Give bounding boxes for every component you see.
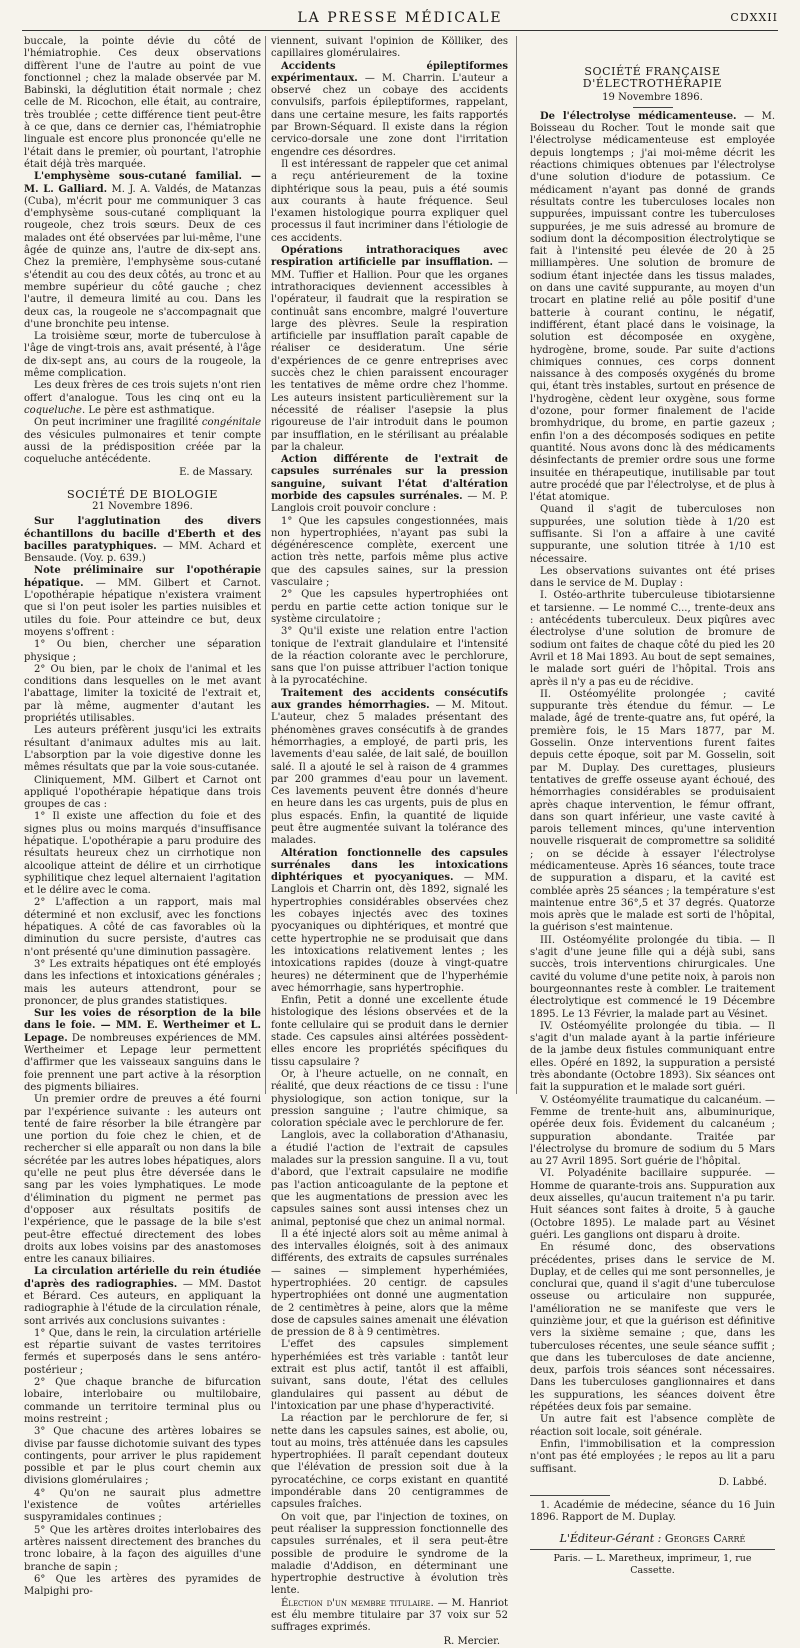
paragraph: 5° Que les artères droites interlobaires des artères naissent directement des branches du tronc lobaire, à la façon des aiguilles d'une branche de sapin ;	[24, 1524, 261, 1573]
article-heading: Sur l'agglutination des divers échantillons du bacille d'Eberth et des bacilles paratyphiques.	[24, 516, 261, 552]
paragraph: Il a été injecté alors soit au même animal à des intervalles éloignés, soit à des animaux différents, des extraits de capsules surrénales — saines — simplement hyperhémiées, hypertrophiées. 20 centigr. de capsules hypertrophiées ont donné une augmentation de 2 centimètres à peine, alors que la même dose de capsules saines amenait une élévation de pression de 8 à 9 centimètres.	[271, 1228, 508, 1339]
paragraph: La troisième sœur, morte de tuberculose à l'âge de vingt-trois ans, avait présenté, à l'âge de dix-sept ans, au cours de la rougeole, la même complication.	[24, 331, 261, 380]
section-date: 19 Novembre 1896.	[602, 91, 703, 103]
paragraph: Sur l'agglutination des divers échantillons du bacille d'Eberth et des bacilles paratyphiques. — MM. Achard et Bensaude. (Voy. p. 639.)	[24, 516, 261, 565]
article-heading: Accidents épileptiformes expérimentaux.	[271, 60, 508, 84]
article-heading: De l'électrolyse médicamenteuse.	[540, 110, 737, 122]
paragraph: 4° Qu'on ne saurait plus admettre l'existence de voûtes artérielles suspyramidales continues ;	[24, 1487, 261, 1524]
paragraph: L'emphysème sous-cutané familial. — M. L. Galliard. M. J. A. Valdés, de Matanzas (Cuba), m'écrit pour me communiquer 3 cas d'emphysème sous-cutané compliquant la rougeole, chez trois sœurs. Deux de ces malades ont été observées par lui-même, l'une âgée de quinze ans, l'autre de dix-sept ans. Chez la première, l'emphysème sous-cutané s'étendit au cou des deux côtés, au tronc et au membre supérieur du côté gauche ; chez l'autre, il demeura limité au cou. Dans les deux cas, la rougeole ne s'accompagnait que d'une bronchite peu intense.	[24, 171, 261, 330]
paragraph: 2° Que chaque branche de bifurcation lobaire, interlobaire ou multilobaire, commande un territoire terminal plus ou moins restreint ;	[24, 1377, 261, 1425]
section-date: 21 Novembre 1896.	[92, 500, 193, 512]
column-2	[271, 36, 509, 1647]
page-number: CDXXII	[730, 11, 778, 24]
paragraph: II. Ostéomyélite prolongée ; cavité suppurante très étendue du fémur. — Le malade, âgé de trente-quatre ans, fut opéré, la première fois, le 15 Mars 1877, par M. Gosselin. Onze interventions furent faites depuis cette époque, soit par M. Gosselin, soit par M. Duplay. Des curettages, plusieurs tentatives de greffe osseuse ayant échoué, des hémorrhagies considérables se produisaient après chaque intervention, le fémur offrant, dans son quart inférieur, une vaste cavité à parois tellement minces, qu'une intervention nouvelle risquerait de compromettre sa solidité ; on se décide à essayer l'électrolyse médicamenteuse. Après 16 séances, toute trace de suppuration a disparu, et la cavité est comblée après 25 séances ; la température s'est maintenue entre 36°,5 et 37 degrés. Quatorze mois après que le malade est sorti de l'hôpital, la guérison s'est maintenue.	[530, 688, 775, 934]
paragraph: On voit que, par l'injection de toxines, on peut réaliser la suppression fonctionnelle des capsules surrénales, et il sera peut-être possible de produire le syndrome de la maladie d'Addison, en déterminant une hypertrophie destructive à évolution très lente.	[271, 1511, 508, 1597]
paragraph: Les observations suivantes ont été prises dans le service de M. Duplay :	[530, 565, 775, 590]
column-divider	[516, 36, 517, 1094]
paragraph: Langlois, avec la collaboration d'Athanasiu, a étudié l'action de l'extrait de capsules malades sur la pression sanguine. Il a vu, tout d'abord, que l'extrait capsulaire ne modifie pas l'action anticoagulante de la peptone et que les augmentations de pression avec les capsules saines sont aussi intenses chez un animal, peptonisé que chez un animal normal.	[271, 1130, 508, 1228]
article-heading: Altération fonctionnelle des capsules surrénales dans les intoxications diphtériques et pyocyaniques.	[271, 847, 508, 884]
paragraph: 2° Ou bien, par le choix de l'animal et les conditions dans lesquelles on le met avant l'abattage, limiter la toxicité de l'extrait et, par là même, augmenter d'autant les propriétés utilisables.	[24, 663, 261, 725]
imprint-rule	[530, 1549, 775, 1550]
article-heading: Élection d'un membre titulaire.	[281, 1597, 434, 1609]
author-signature: E. de Massary.	[179, 467, 253, 479]
author-signature: R. Mercier.	[443, 1635, 500, 1647]
header-rule	[22, 30, 778, 31]
paragraph: Or, à l'heure actuelle, on ne connaît, en réalité, que deux réactions de ce tissu : l'une physiologique, son action tonique, sur la pression sanguine ; l'autre chimique, sa coloration spéciale avec le perchlorure de fer.	[271, 1068, 508, 1130]
paragraph: La circulation artérielle du rein étudiée d'après des radiographies. — MM. Dastot et Bérard. Ces auteurs, en appliquant la radiographie à l'étude de la circulation rénale, sont arrivés aux conclusions suivantes :	[24, 1266, 262, 1327]
article-heading: Opérations intrathoraciques avec respiration artificielle par insufflation.	[271, 245, 508, 269]
paragraph: On peut incriminer une fragilité congénitale des vésicules pulmonaires et tenir compte aussi de la prédisposition créée par la coqueluche antécédente.	[24, 417, 261, 466]
paragraph: I. Ostéo-arthrite tuberculeuse tibiotarsienne et tarsienne. — Le nommé C..., trente-deux ans : antécédents tuberculeux. Deux piqûres avec électrolyse d'une solution de bromure de sodium ont faites de chaque côté du pied les 20 Avril et 18 Mai 1893. Au bout de sept semaines, le malade sort guéri de l'hôpital. Trois ans après il n'y a pas eu de récidive.	[530, 590, 775, 688]
section-title: SOCIÉTÉ FRANÇAISE D'ÉLECTROTHÉRAPIE	[582, 65, 723, 91]
article-heading: Action différente de l'extrait de capsules surrénales sur la pression sanguine, suivant l'état d'altération morbide des capsules surrénales.	[271, 454, 508, 502]
paragraph: 1° Que les capsules congestionnées, mais non hypertrophiées, n'ayant pas subi la dégénérescence complète, exercent une action très nette, parfois même plus active que des capsules saines, sur la pression vasculaire ;	[271, 515, 508, 589]
paragraph: 6° Que les artères des pyramides de Malpighi pro-	[24, 1573, 261, 1598]
paragraph: IV. Ostéomyélite prolongée du tibia. — Il s'agit d'un malade ayant à la partie inférieure de la jambe deux fistules communiquant entre elles. Opéré en 1892, la suppuration a persisté très abondante (Octobre 1893). Six séances ont fait la suppuration et le malade sort guéri.	[530, 1020, 775, 1094]
footnote-rule	[530, 1495, 610, 1496]
footnote: 1. Académie de médecine, séance du 16 Juin 1896. Rapport de M. Duplay.	[530, 1500, 775, 1524]
editor-line	[530, 1533, 775, 1545]
paragraph: 3° Que chacune des artères lobaires se divise par fausse dichotomie suivant des types contingents, pour arriver le plus rapidement possible et par le plus court chemin aux divisions glomérulaires ;	[24, 1426, 261, 1487]
paragraph: Note préliminaire sur l'opothérapie hépatique. — MM. Gilbert et Carnot. L'opothérapie hépatique n'existera vraiment que si l'on peut isoler les parties nuisibles et utiles du foie. Pour atteindre ce but, deux moyens s'offrent :	[24, 565, 261, 638]
author-signature: D. Labbé.	[718, 1476, 767, 1488]
paragraph: Un autre fait est l'absence complète de réaction soit locale, soit générale.	[530, 1414, 775, 1438]
article-heading: Sur les voies de résorption de la bile dans le foie. — MM. E. Wertheimer et L. Lepage.	[24, 1008, 261, 1044]
paragraph: Un premier ordre de preuves a été fourni par l'expérience suivante : les auteurs ont tenté de faire résorber la bile étrangère par une portion du foie chez le chien, et de rechercher si elle apparaît ou non dans la bile sécrétée par les autres lobes hépatiques, alors qu'elle ne peut plus être déversée dans le sang par les voies lymphatiques. Le mode d'élimination du pigment ne permet pas d'opposer aux résultats positifs de l'expérience, que le passage de la bile s'est peut-être effectué directement des lobes droits aux lobes voisins par des anastomoses entre les canaux biliaires.	[24, 1094, 261, 1266]
paragraph: 3° Qu'il existe une relation entre l'action tonique de l'extrait glandulaire et l'intensité de la réaction colorante avec le perchlorure, sans que l'on puisse attribuer l'action tonique à la pyrocatéchine.	[271, 626, 508, 687]
paragraph: 1° Que, dans le rein, la circulation artérielle est répartie suivant de vastes territoires fermés et superposés dans le sens antéro-postérieur ;	[24, 1327, 261, 1376]
paragraph: Les auteurs préfèrent jusqu'ici les extraits résultant d'animaux adultes mis au lait. L'absorption par la voie digestive donne les mêmes résultats que par la voie sous-cutanée.	[24, 725, 261, 774]
paragraph: Il est intéressant de rappeler que cet animal a reçu antérieurement de la toxine diphtérique sous la peau, puis a été soumis aux courants à haute fréquence. Seul l'examen histologique pourra expliquer quel processus il faut incriminer dans l'étiologie de ces accidents.	[271, 158, 508, 244]
imprint: Paris. — L. Maretheux, imprimeur, 1, rue Cassette.	[553, 1553, 752, 1577]
page-header	[22, 8, 778, 32]
column-1	[24, 36, 262, 1598]
paragraph: Enfin, Petit a donné une excellente étude histologique des lésions observées et de la fonte cellulaire qui se produit dans le dernier stade. Ces capsules ainsi altérées possèdent-elles encore les propriétés spécifiques du tissu capsulaire ?	[271, 995, 508, 1068]
paragraph: Accidents épileptiformes expérimentaux. — M. Charrin. L'auteur a observé chez un cobaye des accidents convulsifs, parfois épileptiformes, rappelant, dans une certaine mesure, les faits rapportés par Brown-Séquard. Il existe dans la région cervico-dorsale une zone dont l'irritation engendre ces désordres.	[271, 60, 508, 158]
paragraph: Opérations intrathoraciques avec respiration artificielle par insufflation. — MM. Tuffier et Hallion. Pour que les organes intrathoraciques deviennent accessibles à l'opérateur, il faudrait que la respiration se continuât sans encombre, malgré l'ouverture large des plèvres. Seule la respiration artificielle par insufflation paraît capable de réaliser ce desideratum. Une série d'expériences de ce genre entreprises avec succès chez le chien paraissent encourager les tentatives de même ordre chez l'homme. Les auteurs insistent particulièrement sur la nécessité de réaliser l'asepsie la plus rigoureuse de l'air introduit dans le poumon par insufflation, en le stérilisant au préalable par la chaleur.	[271, 245, 508, 453]
paragraph: 1° Ou bien, chercher une séparation physique ;	[24, 639, 261, 663]
section-rule	[633, 107, 673, 108]
paragraph: Enfin, l'immobilisation et la compression n'ont pas été employées ; le repos au lit a paru suffisant.	[530, 1438, 775, 1475]
paragraph: 2° L'affection a un rapport, mais mal déterminé et non exclusif, avec les fonctions hépatiques. A côté de cas favorables où la diminution du sucre persiste, d'autres cas n'ont présenté qu'une diminution passagère.	[24, 897, 261, 958]
paragraph: viennent, suivant l'opinion de Kölliker, des capillaires glomérulaires.	[271, 36, 508, 60]
paragraph: Action différente de l'extrait de capsules surrénales sur la pression sanguine, suivant l'état d'altération morbide des capsules surrénales. — M. P. Langlois croit pouvoir conclure :	[271, 454, 509, 515]
article-heading: Note préliminaire sur l'opothérapie hépatique.	[24, 565, 261, 589]
article-heading: La circulation artérielle du rein étudiée d'après des radiographies.	[24, 1266, 261, 1290]
paragraph: 1° Il existe une affection du foie et des signes plus ou moins marqués d'insuffisance hépatique. L'opothérapie a paru produire des résultats heureux chez un cirrhotique non alcoolique atteint de délire et un cirrhotique syphilitique chez lequel alternaient l'agitation et le délire avec le coma.	[24, 811, 261, 897]
column-3	[530, 36, 775, 1577]
paragraph: Altération fonctionnelle des capsules surrénales dans les intoxications diphtériques et pyocyaniques. — MM. Langlois et Charrin ont, dès 1892, signalé les hypertrophies considérables observées chez les cobayes injectés avec des toxines pyocyaniques ou diphtériques, et montré que cette hypertrophie ne se produisait que dans les intoxications relativement lentes ; les intoxications rapides (douze à vingt-quatre heures) ne déterminent que de l'hyperhémie avec hémorrhagie, sans hypertrophie.	[271, 847, 508, 994]
paragraph: Les deux frères de ces trois sujets n'ont rien offert d'analogue. Tous les cinq ont eu la coqueluche. Le père est asthmatique.	[24, 380, 261, 416]
paragraph: Quand il s'agit de tuberculoses non suppurées, une solution tiède à 1/20 est suffisante. Si l'on a affaire à une cavité suppurante, une solution titrée à 1/10 est nécessaire.	[530, 504, 775, 565]
editor-label: L'Éditeur-Gérant :	[559, 1531, 662, 1545]
paragraph: La réaction par le perchlorure de fer, si nette dans les capsules saines, est abolie, ou, tout au moins, très atténuée dans les capsules hypertrophiées. Il paraît cependant douteux que l'élévation de pression soit due à la pyrocatéchine, ce corps existant en quantité impondérable dans 20 centigrammes de capsules fraîches.	[271, 1413, 508, 1511]
paragraph: 3° Les extraits hépatiques ont été employés dans les infections et intoxications générales ; mais les auteurs attendront, pour se prononcer, de plus grandes statistiques.	[24, 958, 261, 1007]
article-heading: Traitement des accidents consécutifs aux grandes hémorrhagies.	[271, 687, 508, 712]
paragraph: En résumé donc, des observations précédentes, prises dans le service de M. Duplay, et de celles qui me sont personnelles, je conclurai que, quand il s'agit d'une tuberculose osseuse ou articulaire non suppurée, l'amélioration ne se manifeste que vers le quinzième jour, et que la guérison est définitive vers la sixième semaine ; que, dans les tuberculoses récentes, une seule séance suffit ; que dans les tuberculoses de date ancienne, deux, parfois trois séances sont nécessaires. Dans les tuberculoses ganglionnaires et dans les suppurations, les séances doivent être répétées deux fois par semaine.	[530, 1242, 775, 1414]
editor-name: Georges Carré	[664, 1531, 746, 1545]
paragraph: De l'électrolyse médicamenteuse. — M. Boisseau du Rocher. Tout le monde sait que l'électrolyse médicamenteuse est employée depuis longtemps ; j'ai moi-même décrit les réactions chimiques obtenues par l'électrolyse d'une solution d'iodure de potassium. Ce médicament n'ayant pas donné de grands résultats contre les tuberculoses locales non suppurées, impuissant contre les tuberculoses suppurées, je me suis adressé au bromure de sodium dont la décomposition électrolytique se fait à l'intensité peu élevée de 20 à 25 milliampères. Une solution de bromure de sodium étant injectée dans les tissus malades, on dans une cavité suppurante, au moyen d'un trocart en platine relié au pôle positif d'une batterie à courant continu, le négatif, indifférent, étant placé dans le voisinage, la solution est décomposée en oxygène, hydrogène, brome, soude. Par suite d'actions chimiques connues, ces corps donnent naissance à des composés oxygénés du brome qui, étant très instables, surtout en présence de l'hydrogène, cèdent leur oxygène, sous forme d'ozone, pour former finalement de l'acide bromhydrique, du brome, en partie gazeux ; enfin l'on a des décomposés sodiques en petite quantité. Nous avons donc là des médicaments désinfectants de premier ordre sous une forme insuitée en thérapeutique, inutilisable par tout autre procédé que par l'électrolyse, et de plus à l'état atomique.	[530, 110, 775, 504]
paragraph: 2° Que les capsules hypertrophiées ont perdu en partie cette action tonique sur le système circulatoire ;	[271, 589, 508, 625]
article-heading: L'emphysème sous-cutané familial. — M. L. Galliard.	[24, 171, 261, 195]
paragraph: buccale, la pointe dévie du côté de l'hémiatrophie. Ces deux observations diffèrent l'une de l'autre au point de vue fonctionnel ; chez la malade observée par M. Babinski, la déglutition était normale ; chez celle de M. Ricochon, elle était, au contraire, très troublée ; cette différence tient peut-être à ce que, dans ce dernier cas, l'hémiatrophie linguale est encore plus prononcée qu'elle ne l'était dans le premier, où pourtant, l'atrophie était déjà très marquée.	[24, 36, 261, 170]
journal-title: LA PRESSE MÉDICALE	[297, 10, 503, 26]
section-title: SOCIÉTÉ DE BIOLOGIE	[66, 486, 219, 501]
paragraph: Sur les voies de résorption de la bile dans le foie. — MM. E. Wertheimer et L. Lepage. De nombreuses expériences de MM. Wertheimer et Lepage leur permettent d'affirmer que les vaisseaux sanguins dans le foie prennent une part active à la résorption des pigments biliaires.	[24, 1008, 261, 1093]
paragraph: V. Ostéomyélite traumatique du calcanéum. — Femme de trente-huit ans, albuminurique, opérée deux fois. Évidement du calcanéum ; suppuration abondante. Traitée par l'électrolyse du bromure de sodium du 5 Mars au 27 Avril 1895. Sort guérie de l'hôpital.	[530, 1094, 775, 1168]
paragraph: III. Ostéomyélite prolongée du tibia. — Il s'agit d'une jeune fille qui a déjà subi, sans succès, trois interventions chirurgicales. Une cavité du volume d'une petite noix, à parois non bourgeonnantes reste à combler. Le traitement électrolytique est commencé le 19 Décembre 1895. Le 13 Février, la malade part au Vésinet.	[530, 934, 775, 1020]
paragraph: VI. Polyadénite bacillaire suppurée. — Homme de quarante-trois ans. Suppuration aux deux aisselles, qu'aucun traitement n'a pu tarir. Huit séances sont faites à droite, 5 à gauche (Octobre 1895). Le malade part au Vésinet guéri. Les ganglions ont disparu à droite.	[530, 1168, 775, 1241]
paragraph: Traitement des accidents consécutifs aux grandes hémorrhagies. — M. Mitout. L'auteur, chez 5 malades présentant des phénomènes graves consécutifs à de grandes hémorrhagies, a employé, de parti pris, les lavements d'eau salée, de lait salé, de bouillon salé. Il a ajouté le sel à raison de 4 grammes par 200 grammes d'eau pour un lavement. Ces lavements peuvent être donnés d'heure en heure dans les cas urgents, puis de plus en plus espacés. Enfin, la quantité de liquide peut être augmentée suivant la tolérance des malades.	[271, 687, 509, 847]
column-divider	[265, 36, 266, 1094]
paragraph: Élection d'un membre titulaire. — M. Hanriot est élu membre titulaire par 37 voix sur 52 suffrages exprimés.	[271, 1597, 508, 1634]
paragraph: L'effet des capsules simplement hyperhémiées est très variable : tantôt leur extrait est plus actif, tantôt il est affaibli, suivant, sans doute, l'état des cellules glandulaires qui passent au début de l'intoxication par une phase d'hyperactivité.	[271, 1339, 508, 1412]
paragraph: Cliniquement, MM. Gilbert et Carnot ont appliqué l'opothérapie hépatique dans trois groupes de cas :	[24, 774, 261, 811]
